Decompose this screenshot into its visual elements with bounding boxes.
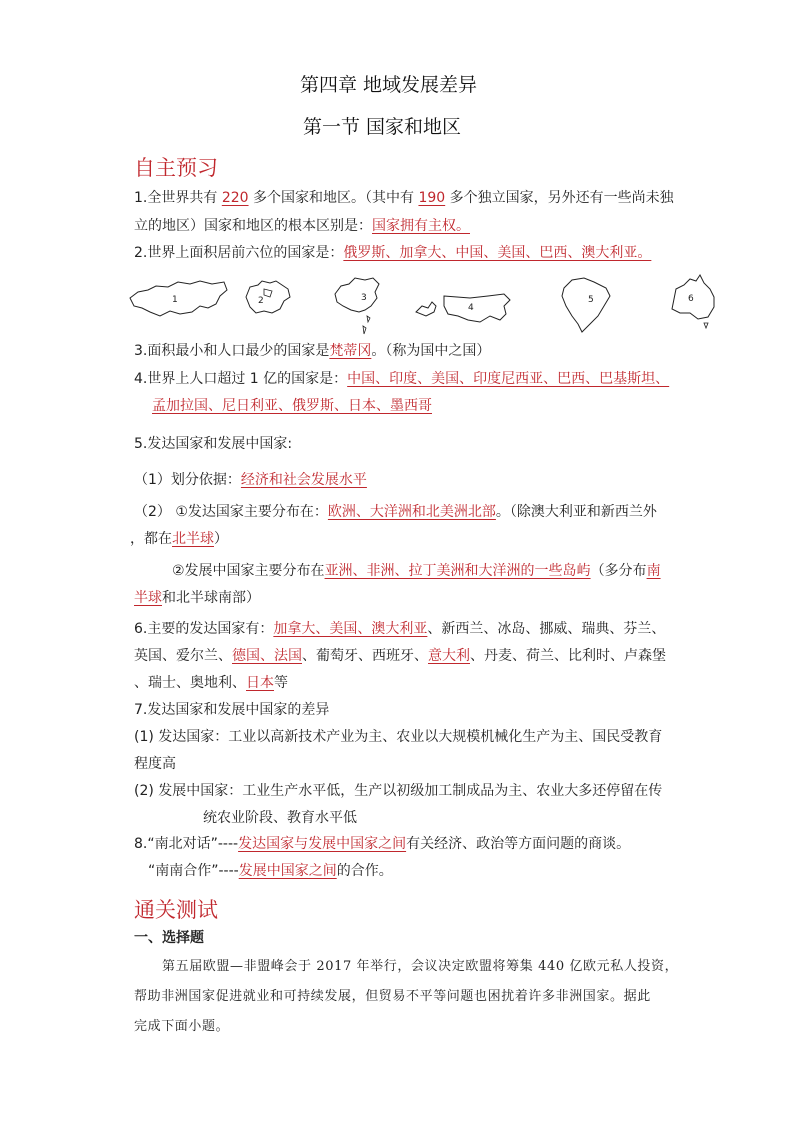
- q1-line2: 立的地区）国家和地区的根本区别是：国家拥有主权。: [134, 218, 470, 234]
- q4-line2: 孟加拉国、尼日利亚、俄罗斯、日本、墨西哥: [152, 398, 432, 414]
- q7-l3: (2) 发展中国家：工业生产水平低，生产以初级加工制成品为主、农业大多还停留在传: [134, 783, 663, 799]
- section-title: 第一节 国家和地区: [303, 116, 462, 138]
- q5-s1: （1）划分依据：经济和社会发展水平: [134, 472, 367, 488]
- q1-line1: 1.全世界共有 220 多个国家和地区。（其中有 190 多个独立国家，另外还有一些尚未独: [134, 190, 674, 206]
- test-heading: 通关测试: [134, 898, 218, 922]
- china-outline-icon: [333, 276, 381, 340]
- choice-subheading: 一、选择题: [134, 930, 204, 946]
- svg-text:5: 5: [588, 295, 594, 305]
- q7-l1: (1) 发达国家：工业以高新技术产业为主、农业以大规模机械化生产为主、国民受教育: [134, 729, 663, 745]
- q6-line3: 、瑞士、奥地利、日本等: [134, 675, 288, 691]
- q8-line1: 8.“南北对话”----发达国家与发展中国家之间有关经济、政治等方面问题的商谈。: [134, 836, 631, 852]
- q5-s3-line2: 半球和北半球南部）: [134, 590, 260, 606]
- q8-line2: “南南合作”----发展中国家之间的合作。: [148, 863, 393, 879]
- q3-line: 3.面积最小和人口最少的国家是梵蒂冈。（称为国中之国）: [134, 343, 491, 359]
- russia-outline-icon: [128, 278, 228, 324]
- q5-s3-line1: ②发展中国家主要分布在亚洲、非洲、拉丁美洲和大洋洲的一些岛屿（多分布南: [172, 563, 661, 579]
- q5-s2-line1: （2） ①发达国家主要分布在：欧洲、大洋洲和北美洲北部。（除澳大利亚和新西兰外: [134, 504, 657, 520]
- q5-title: 5.发达国家和发展中国家:: [134, 436, 293, 452]
- q5-s2-line2: ，都在北半球）: [130, 531, 228, 547]
- q4-line1: 4.世界上人口超过 1 亿的国家是：中国、印度、美国、印度尼西亚、巴西、巴基斯坦、: [134, 371, 670, 387]
- passage-line2: 帮助非洲国家促进就业和可持续发展，但贸易不平等问题也困扰着许多非洲国家。据此: [134, 989, 651, 1004]
- q7-l4: 统农业阶段、教育水平低: [203, 810, 357, 826]
- usa-outline-icon: [414, 290, 514, 330]
- chapter-title: 第四章 地域发展差异: [300, 74, 478, 96]
- svg-text:2: 2: [258, 296, 264, 306]
- canada-outline-icon: [244, 279, 292, 319]
- q2-line: 2.世界上面积居前六位的国家是：俄罗斯、加拿大、中国、美国、巴西、澳大利亚。: [134, 245, 652, 261]
- svg-text:1: 1: [172, 295, 178, 305]
- svg-text:3: 3: [361, 293, 367, 303]
- preview-heading: 自主预习: [134, 156, 218, 180]
- brazil-outline-icon: [560, 274, 612, 340]
- q6-line1: 6.主要的发达国家有：加拿大、美国、澳大利亚、新西兰、冰岛、挪威、瑞典、芬兰、: [134, 621, 666, 637]
- passage-line3: 完成下面小题。: [134, 1019, 230, 1034]
- australia-outline-icon: [668, 273, 718, 335]
- q7-title: 7.发达国家和发展中国家的差异: [134, 702, 330, 718]
- q7-l2: 程度高: [134, 756, 176, 772]
- passage-line1: 第五届欧盟—非盟峰会于 2017 年举行，会议决定欧盟将筹集 440 亿欧元私人投资，: [162, 959, 679, 974]
- svg-text:6: 6: [688, 294, 694, 304]
- q6-line2: 英国、爱尔兰、德国、法国、葡萄牙、西班牙、意大利、丹麦、荷兰、比利时、卢森堡: [134, 648, 666, 664]
- svg-text:4: 4: [468, 303, 474, 313]
